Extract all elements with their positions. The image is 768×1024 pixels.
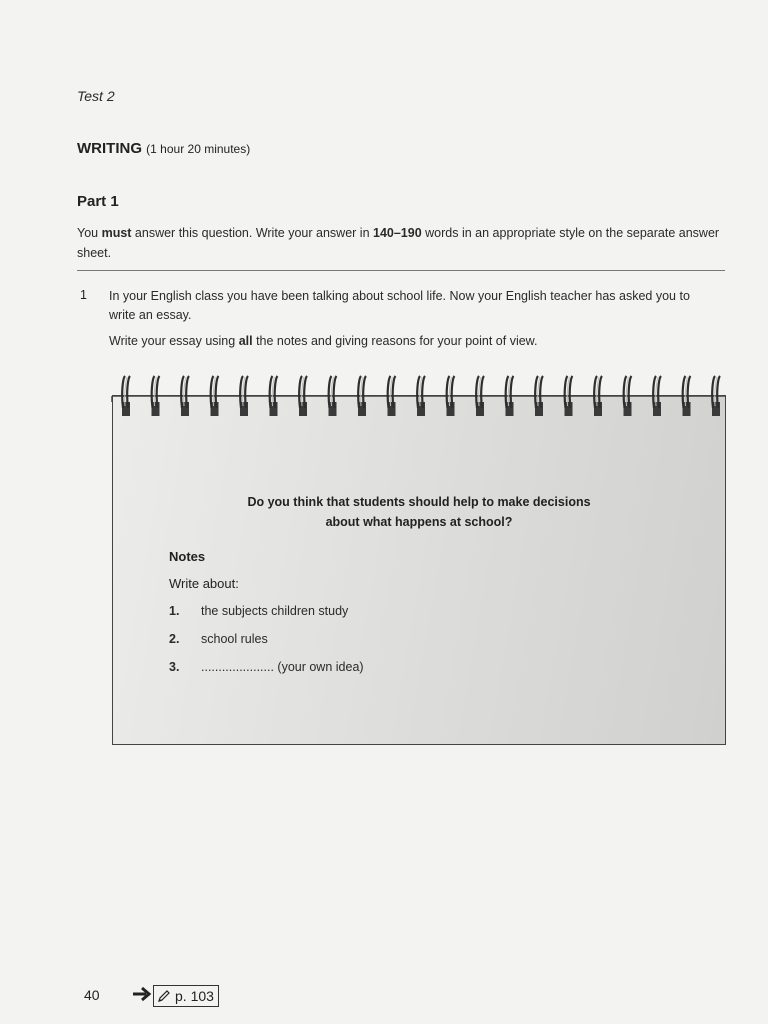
answer-reference[interactable] [153, 985, 219, 1007]
note-item [169, 660, 364, 674]
test-label: Test 2 [77, 88, 115, 104]
arrow-right-icon [131, 985, 153, 1003]
essay-question [112, 492, 726, 532]
question-text: In your English class you have been talking about school life. Now your English teacher has asked you to write an essay. [109, 289, 690, 322]
essay-question-line: about what happens at school? [325, 515, 513, 529]
page-number: 40 [84, 987, 100, 1003]
divider [77, 270, 725, 271]
section-heading [77, 140, 250, 157]
note-item [169, 632, 268, 646]
instructions-text: answer this question. Write your answer in [131, 226, 373, 240]
note-item-number: 3. [169, 660, 180, 674]
essay-question-line: Do you think that students should help to make decisions [247, 495, 591, 509]
notepad-card [112, 395, 726, 745]
reference-text: p. 103 [175, 988, 214, 1004]
instructions-text: words in an appropriate style on the separate answer sheet. [77, 226, 720, 260]
pencil-icon [157, 989, 171, 1003]
spiral-binding-icon [108, 372, 730, 422]
instructions-word-count: 140–190 [373, 226, 422, 240]
part-title: Part 1 [77, 193, 119, 210]
note-item [169, 604, 348, 618]
section-duration: (1 hour 20 minutes) [146, 142, 251, 156]
part-instructions [77, 223, 727, 263]
instructions-must: must [101, 226, 132, 240]
instruction-all: all [238, 334, 253, 348]
instruction-text: the notes and giving reasons for your point of view. [252, 334, 538, 348]
instruction-text: Write your essay using [109, 334, 239, 348]
write-about-label: Write about: [169, 576, 239, 591]
instructions-text: You [77, 226, 102, 240]
note-item-text: school rules [201, 632, 268, 646]
question-number: 1 [80, 288, 87, 302]
section-title: WRITING [77, 140, 142, 157]
question-instruction [109, 332, 719, 351]
note-item-text: ..................... (your own idea) [201, 660, 364, 674]
notes-heading: Notes [169, 549, 206, 564]
note-item-text: the subjects children study [201, 604, 349, 618]
note-item-number: 1. [169, 604, 180, 618]
note-item-number: 2. [169, 632, 180, 646]
